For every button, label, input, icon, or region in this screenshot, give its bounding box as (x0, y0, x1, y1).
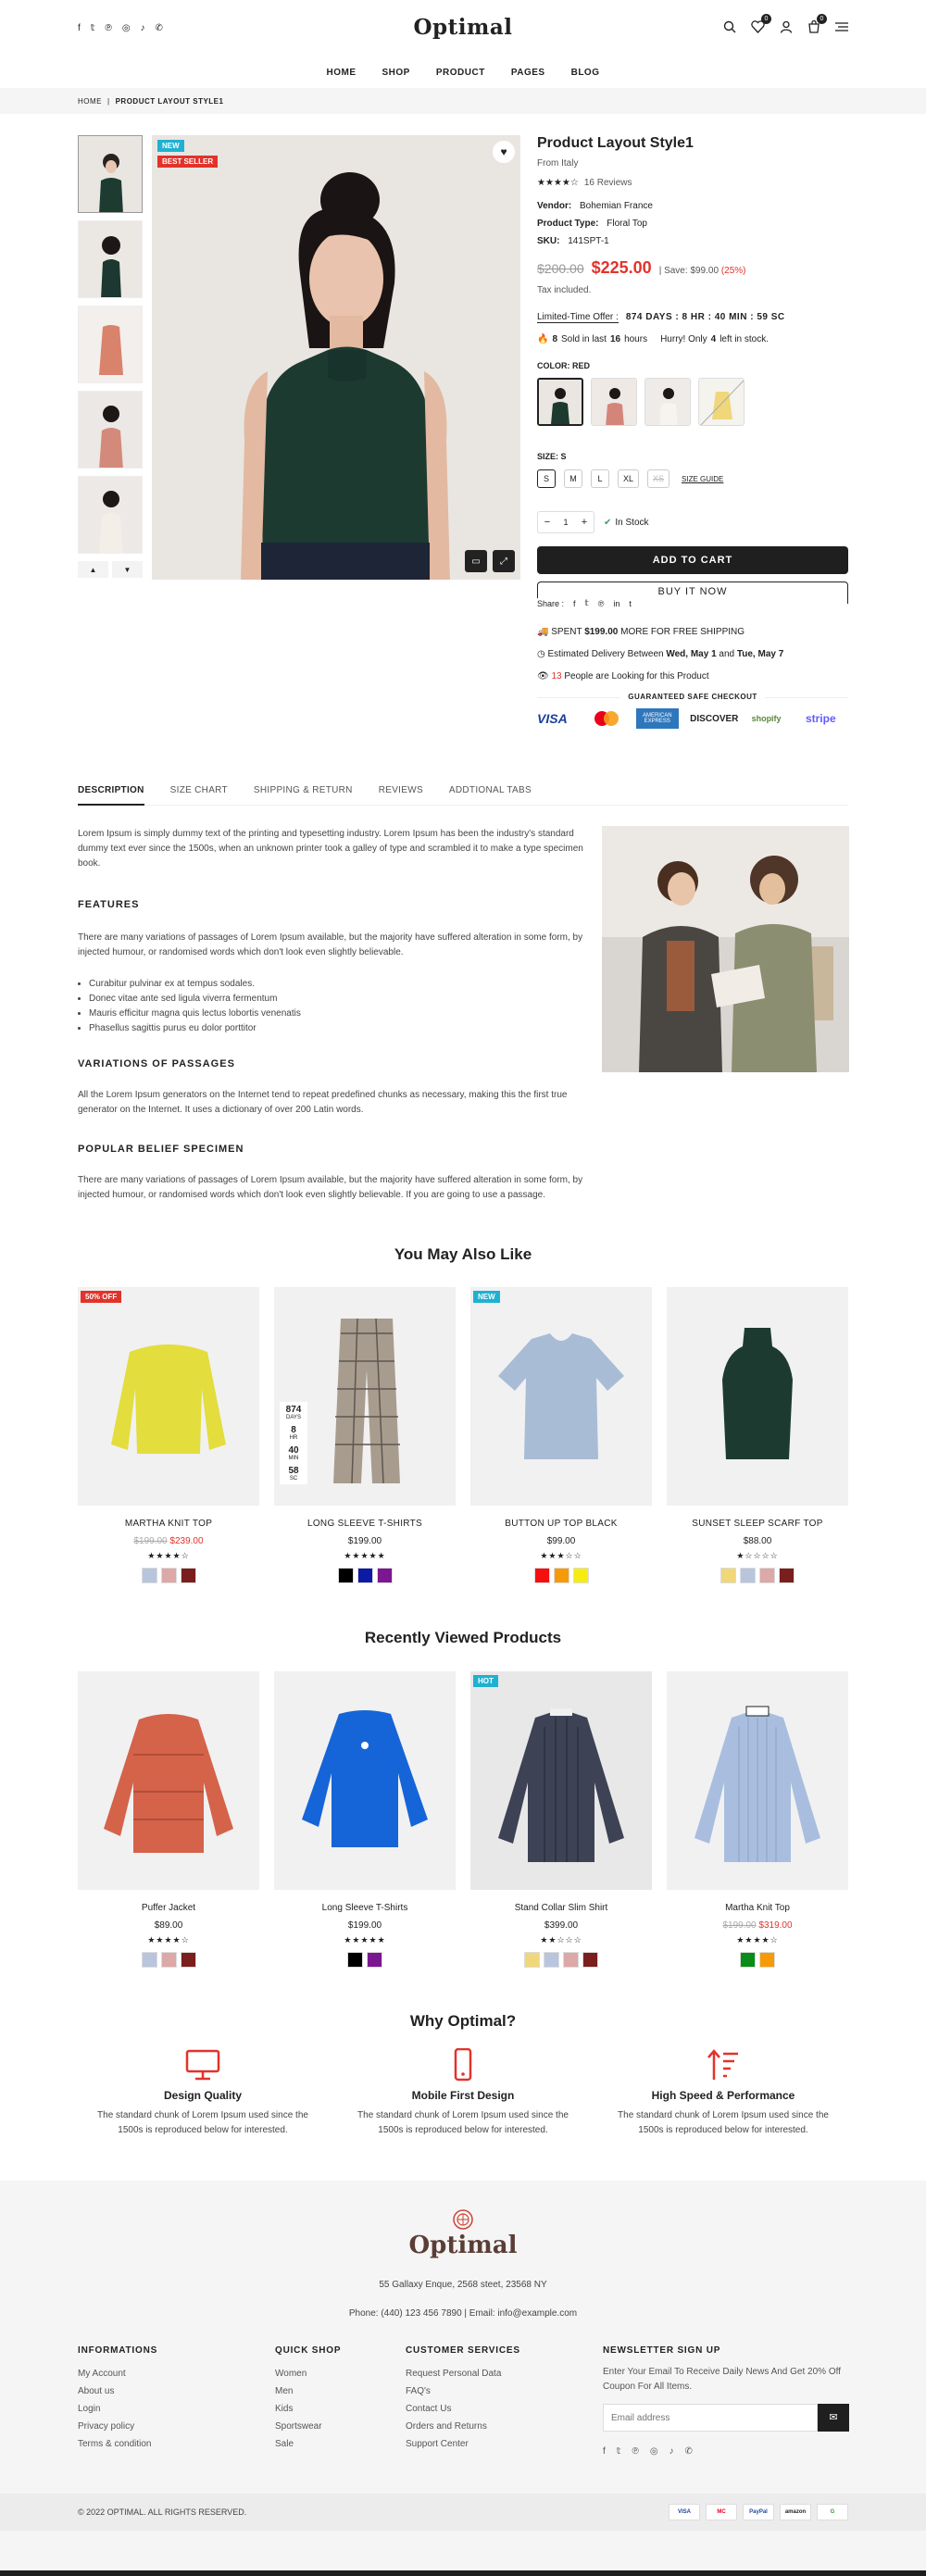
mastercard-logo (591, 708, 624, 729)
share-tumblr-icon[interactable]: t (629, 598, 632, 608)
breadcrumb-current: PRODUCT LAYOUT STYLE1 (115, 96, 224, 106)
color-options (667, 1952, 848, 1970)
size-xs-unavailable[interactable]: XS (647, 469, 669, 488)
wishlist-icon[interactable] (751, 16, 769, 33)
color-option[interactable] (740, 1568, 756, 1583)
tiktok-icon[interactable]: ♪ (140, 23, 145, 33)
color-option[interactable] (181, 1952, 196, 1968)
product-price: $89.00 (154, 1920, 183, 1931)
color-option[interactable] (142, 1568, 157, 1583)
discover-logo: DISCOVER (690, 713, 739, 724)
new-badge: NEW (157, 140, 184, 152)
sale-badge: 50% OFF (81, 1291, 121, 1303)
fire-icon: 🔥 (537, 334, 549, 344)
size-options (537, 469, 848, 488)
account-icon[interactable] (780, 20, 793, 33)
thumbnail-down-button[interactable]: ▼ (112, 561, 143, 578)
share-twitter-icon[interactable]: 𝕥 (584, 598, 589, 607)
qty-minus-button[interactable]: − (544, 517, 551, 528)
color-option[interactable] (563, 1952, 579, 1968)
feature-text: The standard chunk of Lorem Ipsum used since the 1500s is reproduced below for interested. (357, 2110, 569, 2135)
nav-shop[interactable]: SHOP (382, 68, 410, 78)
search-icon[interactable] (723, 20, 736, 33)
features-list (78, 977, 583, 1036)
footer-link[interactable]: Men (275, 2386, 294, 2396)
feature-block (78, 2048, 328, 2138)
vendor-row: Vendor: Bohemian France (537, 201, 653, 211)
delivery-info: ◷ Estimated Delivery Between Wed, May 1 and Tue, May 7 (537, 649, 784, 659)
product-rating: ★★☆☆☆ (540, 1935, 582, 1945)
new-badge: NEW (473, 1291, 500, 1303)
product-card-image[interactable] (667, 1671, 848, 1890)
cart-icon[interactable] (807, 16, 824, 33)
product-rating: ★★★☆☆ (540, 1551, 582, 1560)
stock-status: ✔ In Stock (604, 517, 649, 528)
product-price: $199.00 (347, 1536, 382, 1546)
offer-countdown: Limited-Time Offer : 874 DAYS : 8 HR : 40 MIN : 59 SC (537, 312, 785, 322)
color-option[interactable] (759, 1568, 775, 1583)
wishlist-heart-icon[interactable]: ♥ (493, 141, 515, 163)
size-guide-link[interactable]: SIZE GUIDE (682, 474, 724, 483)
twitter-icon[interactable]: 𝕥 (616, 2446, 621, 2457)
wishlist-count: 0 (761, 14, 771, 24)
product-card[interactable] (78, 1671, 259, 1970)
product-name[interactable]: Stand Collar Slim Shirt (514, 1903, 608, 1913)
sku-row: SKU: 141SPT-1 (537, 236, 609, 246)
color-option[interactable] (720, 1568, 736, 1583)
site-logo[interactable]: Optimal (413, 15, 513, 40)
feature-block (598, 2048, 848, 2138)
nav-product[interactable]: PRODUCT (435, 68, 485, 78)
shopify-logo: shopify (751, 714, 782, 723)
video-icon[interactable]: ▭ (465, 550, 487, 572)
color-option[interactable] (142, 1952, 157, 1968)
color-option[interactable] (534, 1568, 550, 1583)
footer-address: 55 Gallaxy Enque, 2568 steet, 23568 NY (379, 2280, 547, 2290)
product-card[interactable] (667, 1287, 848, 1586)
speed-icon (598, 2048, 848, 2082)
color-options (274, 1568, 456, 1586)
product-card[interactable] (470, 1671, 652, 1970)
recent-grid (78, 1671, 848, 1986)
feature-title: Design Quality (163, 2089, 243, 2102)
cart-count: 0 (817, 14, 827, 24)
qty-value[interactable]: 1 (563, 518, 569, 527)
mobile-icon (338, 2048, 588, 2082)
footer-col-services: CUSTOMER SERVICES Request Personal Data FAQ's Contact Us Orders and Returns Support Center (406, 2345, 520, 2453)
share-facebook-icon[interactable]: f (573, 598, 576, 608)
color-options (470, 1568, 652, 1586)
product-card-image[interactable] (470, 1671, 652, 1890)
footer-link[interactable]: Support Center (406, 2439, 469, 2449)
feature-text: The standard chunk of Lorem Ipsum used since the 1500s is reproduced below for interested. (97, 2110, 308, 2135)
main-nav (0, 68, 926, 78)
color-option[interactable] (377, 1568, 393, 1583)
current-price: $225.00 (591, 258, 652, 277)
size-label: SIZE: S (537, 452, 567, 461)
footer-link[interactable]: Sale (275, 2439, 294, 2449)
footer-link[interactable]: Terms & condition (78, 2439, 152, 2449)
twitter-icon[interactable]: 𝕥 (90, 23, 95, 33)
nav-blog[interactable]: BLOG (570, 68, 600, 78)
buy-now-button[interactable]: BUY IT NOW (537, 581, 848, 604)
instagram-icon[interactable]: ◎ (121, 23, 131, 33)
product-info (537, 135, 848, 729)
feature-item: • Mauris efficitur magna quis lectus lobortis venenatis (89, 1007, 583, 1021)
description-image (602, 826, 849, 1072)
type-row: Product Type: Floral Top (537, 219, 647, 229)
footer-link[interactable]: Orders and Returns (406, 2421, 487, 2432)
product-tabs (78, 785, 848, 806)
color-options (274, 1952, 456, 1970)
product-card[interactable] (78, 1287, 259, 1586)
color-option[interactable] (544, 1952, 559, 1968)
share-row: Share : f 𝕥 ℗ in t (537, 598, 648, 608)
tab-description[interactable]: DESCRIPTION (78, 785, 144, 806)
facebook-icon[interactable]: f (603, 2446, 606, 2457)
subscribe-button[interactable]: ✉ (818, 2404, 849, 2432)
swatch-red[interactable] (591, 378, 637, 426)
product-rating: ★★★★★ (344, 1551, 386, 1560)
rating-stars: ★★★★☆ (537, 178, 579, 188)
footer-link[interactable]: Login (78, 2404, 101, 2414)
share-linkedin-icon[interactable]: in (613, 598, 620, 608)
whatsapp-icon[interactable]: ✆ (684, 2446, 693, 2457)
size-s[interactable]: S (537, 469, 556, 488)
monitor-icon (78, 2048, 328, 2082)
check-circle-icon: ✔ (604, 517, 612, 528)
viewers-info: 👁 13 People are Looking for this Product (537, 671, 709, 682)
product-card[interactable] (274, 1287, 456, 1586)
paypal-logo: PayPal (743, 2504, 774, 2520)
features-text: There are many variations of passages of Lorem Ipsum available, but the majority have suffered alteration in some form, by injected humour, or randomised words which don't look even slightly believable. (78, 932, 583, 957)
expand-icon[interactable]: ⤢ (493, 550, 515, 572)
product-name[interactable]: Long Sleeve T-Shirts (321, 1903, 408, 1913)
thumbnail-5[interactable] (78, 476, 143, 554)
product-card[interactable] (667, 1671, 848, 1970)
popular-text: There are many variations of passages of Lorem Ipsum available, but the majority have suffered alteration in some form, by injected humour, or randomised words which don't look even slightly believable. If you are going to use a passage. (78, 1175, 583, 1200)
clock-icon: ◷ (537, 649, 545, 659)
pinterest-icon[interactable]: ℗ (105, 23, 112, 33)
product-rating: ★★★★☆ (736, 1935, 779, 1945)
color-swatches (537, 378, 848, 426)
product-card-image[interactable] (274, 1671, 456, 1890)
color-option[interactable] (347, 1952, 363, 1968)
description-intro: Lorem Ipsum is simply dummy text of the printing and typesetting industry. Lorem Ipsum has been the industry's standard dummy text ever since the 1500s, when an unknown printer took a galley of type and scrambled it to make a type specimen book. (78, 829, 583, 869)
footer-payment-icons (663, 2504, 848, 2520)
newsletter-text: Enter Your Email To Receive Daily News And Get 20% Off Coupon For All Items. (603, 2367, 841, 2392)
pinterest-icon[interactable]: ℗ (632, 2446, 639, 2457)
product-price: $88.00 (743, 1536, 772, 1546)
product-card[interactable] (470, 1287, 652, 1586)
footer-link[interactable]: Sportswear (275, 2421, 322, 2432)
feature-title: High Speed & Performance (651, 2089, 795, 2102)
amex-logo: AMERICAN EXPRESS (636, 708, 679, 729)
footer-link[interactable]: Privacy policy (78, 2421, 135, 2432)
product-name[interactable]: SUNSET SLEEP SCARF TOP (692, 1519, 823, 1529)
footer-col-info: INFORMATIONS My Account About us Login Privacy policy Terms & condition (78, 2345, 157, 2453)
color-options (667, 1568, 848, 1586)
tab-shipping-return[interactable]: SHIPPING & RETURN (253, 785, 353, 795)
color-option[interactable] (582, 1952, 598, 1968)
footer-link[interactable]: FAQ's (406, 2386, 431, 2396)
color-option[interactable] (524, 1952, 540, 1968)
product-price: $99.00 (546, 1536, 576, 1546)
color-options (78, 1952, 259, 1970)
visa-logo: VISA (537, 711, 568, 726)
swatch-white[interactable] (644, 378, 691, 426)
add-to-cart-button[interactable]: ADD TO CART (537, 546, 848, 574)
recent-title: Recently Viewed Products (364, 1629, 562, 1646)
mastercard-logo: MC (706, 2504, 737, 2520)
product-name[interactable]: MARTHA KNIT TOP (124, 1519, 213, 1529)
feature-title: Mobile First Design (411, 2089, 515, 2102)
variations-heading: VARIATIONS OF PASSAGES (78, 1058, 235, 1069)
product-title: Product Layout Style1 (537, 135, 694, 151)
footer-link[interactable]: Request Personal Data (406, 2369, 502, 2379)
hot-badge: HOT (473, 1675, 498, 1687)
product-card-image[interactable] (470, 1287, 652, 1506)
nav-home[interactable]: HOME (326, 68, 357, 78)
why-features (78, 2048, 848, 2138)
price-row: $200.00 $225.00 | Save: $99.00 (25%) (537, 258, 746, 277)
color-option[interactable] (759, 1952, 775, 1968)
instagram-icon[interactable]: ◎ (649, 2446, 658, 2457)
whatsapp-icon[interactable]: ✆ (155, 23, 163, 33)
size-m[interactable]: M (564, 469, 582, 488)
product-name[interactable]: Martha Knit Top (725, 1903, 790, 1913)
main-product-image[interactable] (152, 135, 520, 580)
sold-info: 🔥 8 Sold in last 16 hours Hurry! Only 4 left in stock. (537, 334, 770, 344)
footer-link[interactable]: Women (275, 2369, 307, 2379)
product-name[interactable]: BUTTON UP TOP BLACK (505, 1519, 618, 1529)
footer-col-quickshop: QUICK SHOP Women Men Kids Sportswear Sale (275, 2345, 341, 2453)
color-option[interactable] (161, 1952, 177, 1968)
product-card[interactable] (274, 1671, 456, 1970)
breadcrumb-home[interactable]: HOME (78, 96, 102, 106)
product-origin: From Italy (537, 158, 579, 169)
product-card-image[interactable] (667, 1287, 848, 1506)
share-pinterest-icon[interactable]: ℗ (597, 598, 605, 608)
color-option[interactable] (740, 1952, 756, 1968)
feature-item: • Curabitur pulvinar ex at tempus sodales. (89, 977, 583, 992)
footer (0, 2181, 926, 2576)
product-price: $199.00 $319.00 (722, 1920, 793, 1931)
size-xl[interactable]: XL (618, 469, 639, 488)
color-options (78, 1568, 259, 1586)
product-card-image[interactable] (78, 1287, 259, 1506)
color-option[interactable] (161, 1568, 177, 1583)
menu-icon[interactable] (835, 21, 848, 32)
review-count[interactable]: 16 Reviews (583, 178, 632, 188)
footer-logo-mark (452, 2208, 474, 2231)
email-input[interactable] (603, 2404, 818, 2432)
color-option[interactable] (779, 1568, 795, 1583)
payment-logos (537, 708, 848, 729)
thumbnail-1[interactable] (78, 135, 143, 213)
color-option[interactable] (338, 1568, 354, 1583)
product-card-image[interactable] (78, 1671, 259, 1890)
thumbnail-list (78, 135, 143, 578)
footer-link[interactable]: Kids (275, 2404, 294, 2414)
footer-social (603, 2443, 849, 2460)
tab-additional[interactable]: ADDTIONAL TABS (448, 785, 532, 795)
popular-heading: POPULAR BELIEF SPECIMEN (78, 1144, 244, 1155)
feature-item: • Phasellus sagittis purus eu dolor porttitor (89, 1021, 583, 1036)
product-name[interactable]: Puffer Jacket (141, 1903, 196, 1913)
bottom-bar (0, 2570, 926, 2576)
footer-logo[interactable]: Optimal (408, 2232, 518, 2259)
size-l[interactable]: L (591, 469, 609, 488)
product-card-image[interactable] (274, 1287, 456, 1506)
features-heading: FEATURES (78, 899, 140, 910)
tax-note: Tax included. (537, 285, 592, 295)
amazon-logo: amazon (780, 2504, 811, 2520)
card-countdown: 874 DAYS 8 HR 40 MIN 58 SC (280, 1402, 307, 1484)
color-option[interactable] (367, 1952, 382, 1968)
thumbnail-up-button[interactable]: ▲ (78, 561, 108, 578)
why-title: Why Optimal? (409, 2012, 517, 2030)
safe-checkout: GUARANTEED SAFE CHECKOUT (537, 697, 848, 707)
thumbnail-4[interactable] (78, 391, 143, 469)
eye-icon: 👁 (537, 671, 549, 682)
shipping-info: 🚚 SPENT $199.00 MORE FOR FREE SHIPPING (537, 627, 745, 637)
footer-link[interactable]: My Account (78, 2369, 126, 2379)
truck-icon: 🚚 (537, 627, 549, 637)
color-option[interactable] (357, 1568, 373, 1583)
product-rating: ★★★★☆ (147, 1551, 190, 1560)
variations-text: All the Lorem Ipsum generators on the Internet tend to repeat predefined chunks as necessary, making this the first true generator on the Internet. It uses a dictionary of over 200 Latin words. (78, 1090, 568, 1115)
facebook-icon[interactable]: f (78, 23, 81, 33)
stripe-logo: stripe (805, 712, 836, 725)
thumbnail-2[interactable] (78, 220, 143, 298)
best-seller-badge: BEST SELLER (157, 156, 218, 168)
footer-contact: Phone: (440) 123 456 7890 | Email: info@example.com (348, 2308, 578, 2319)
product-rating[interactable] (537, 178, 848, 188)
breadcrumb (0, 88, 926, 114)
color-options (470, 1952, 652, 1970)
tiktok-icon[interactable]: ♪ (669, 2446, 674, 2457)
product-price: $199.00 (347, 1920, 382, 1931)
product-price: $199.00 $239.00 (133, 1536, 204, 1546)
visa-logo: VISA (669, 2504, 700, 2520)
footer-bottom (0, 2494, 926, 2531)
product-rating: ★★★★★ (344, 1935, 386, 1945)
feature-text: The standard chunk of Lorem Ipsum used since the 1500s is reproduced below for interested. (618, 2110, 829, 2135)
tab-reviews[interactable]: REVIEWS (378, 785, 423, 795)
also-like-title: You May Also Like (394, 1245, 532, 1263)
quantity-stepper (537, 511, 594, 533)
tab-size-chart[interactable]: SIZE CHART (169, 785, 228, 795)
swatch-yellow-unavailable[interactable] (698, 378, 745, 426)
product-name[interactable]: LONG SLEEVE T-SHIRTS (307, 1519, 422, 1529)
also-like-grid (78, 1287, 848, 1602)
color-option[interactable] (573, 1568, 589, 1583)
feature-item: • Donec vitae ante sed ligula viverra fermentum (89, 992, 583, 1007)
product-rating: ★★★★☆ (147, 1935, 190, 1945)
color-option[interactable] (181, 1568, 196, 1583)
swatch-green[interactable] (537, 378, 583, 426)
qty-plus-button[interactable]: + (581, 517, 588, 528)
description-panel (78, 827, 583, 1203)
google-pay-logo: G (817, 2504, 848, 2520)
copyright: © 2022 OPTIMAL. ALL RIGHTS RESERVED. (78, 2507, 247, 2517)
color-label: COLOR: RED (537, 361, 591, 370)
thumbnail-3[interactable] (78, 306, 143, 383)
nav-pages[interactable]: PAGES (510, 68, 545, 78)
feature-block (338, 2048, 588, 2138)
product-rating: ★☆☆☆☆ (736, 1551, 779, 1560)
color-option[interactable] (554, 1568, 569, 1583)
breadcrumb-separator: | (107, 96, 110, 106)
product-price: $399.00 (544, 1920, 579, 1931)
header-icons (723, 16, 848, 33)
footer-link[interactable]: About us (78, 2386, 115, 2396)
old-price: $200.00 (537, 261, 584, 276)
footer-newsletter: NEWSLETTER SIGN UP Enter Your Email To Receive Daily News And Get 20% Off Coupon For All Items. Email address ✉ f 𝕥 ℗ ◎ ♪ ✆ (603, 2345, 849, 2460)
footer-link[interactable]: Contact Us (406, 2404, 452, 2414)
